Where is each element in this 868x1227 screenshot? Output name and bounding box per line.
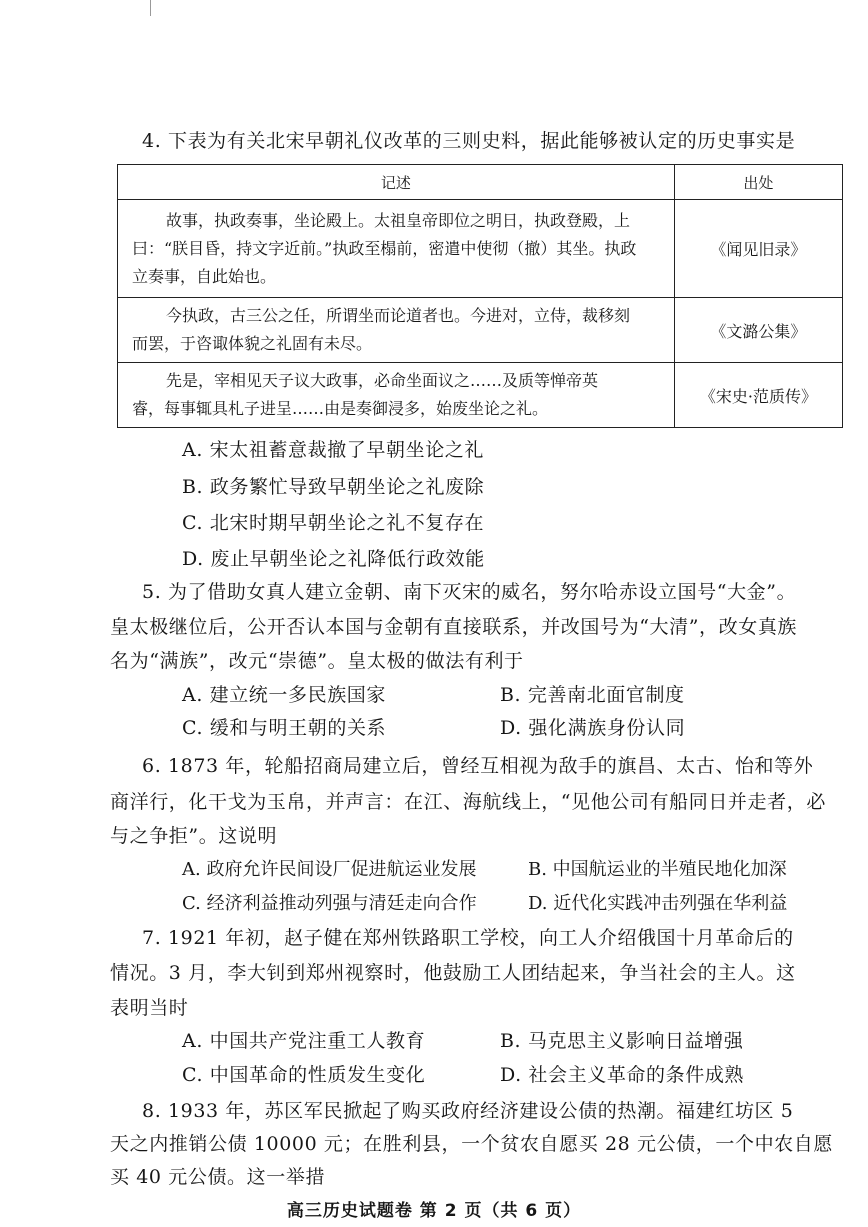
q5-stem-line: 皇太极继位后，公开否认本国与金朝有直接联系，并改国号为“大清”，改女真族 xyxy=(110,616,798,638)
q6-stem-line: 与之争拒”。这说明 xyxy=(110,825,278,847)
q6-option-d: D. 近代化实践冲击列强在华利益 xyxy=(528,893,788,914)
record-line: 睿，每事辄具札子进呈……由是奏御浸多，始废坐论之礼。 xyxy=(132,399,549,418)
q7-stem-line: 7. 1921 年初，赵子健在郑州铁路职工学校，向工人介绍俄国十月革命后的 xyxy=(142,927,794,949)
q4-option-c: C. 北宋时期早朝坐论之礼不复存在 xyxy=(182,512,485,534)
record-line: 先是，宰相见天子议大政事，必命坐面议之……及质等惮帝英 xyxy=(166,371,599,390)
record-line: 曰：“朕目昏，持文字近前。”执政至榻前，密遣中使彻（撤）其坐。执政 xyxy=(132,238,637,258)
q8-stem-line: 天之内推销公债 10000 元；在胜利县，一个贫农自愿买 28 元公债，一个中农自愿 xyxy=(110,1133,833,1155)
q5-stem-line: 名为“满族”，改元“崇德”。皇太极的做法有利于 xyxy=(110,650,524,672)
q5-option-d: D. 强化满族身份认同 xyxy=(500,717,686,739)
record-line: 而罢，于咨诹体貌之礼固有未尽。 xyxy=(132,334,373,353)
q5-option-c: C. 缓和与明王朝的关系 xyxy=(182,717,387,739)
q7-option-b: B. 马克思主义影响日益增强 xyxy=(500,1030,744,1052)
q5-stem-line: 5. 为了借助女真人建立金朝、南下灭宋的威名，努尔哈赤设立国号“大金”。 xyxy=(142,581,797,603)
source-cell: 《闻见旧录》 xyxy=(674,200,842,298)
q8-stem-line: 8. 1933 年，苏区军民掀起了购买政府经济建设公债的热潮。福建红坊区 5 xyxy=(142,1100,794,1122)
record-line: 立奏事，自此始也。 xyxy=(132,266,277,286)
header-record: 记述 xyxy=(118,165,675,200)
q6-option-c: C. 经济利益推动列强与清廷走向合作 xyxy=(182,893,477,914)
record-line: 故事，执政奏事，坐论殿上。太祖皇帝即位之明日，执政登殿，上 xyxy=(166,210,631,230)
q6-stem-line: 商洋行，化干戈为玉帛，并声言：在江、海航线上，“见他公司有船同日并走者，必 xyxy=(110,791,826,813)
source-cell: 《宋史·范质传》 xyxy=(674,363,842,428)
q7-option-d: D. 社会主义革命的条件成熟 xyxy=(500,1064,745,1086)
q7-stem-line: 表明当时 xyxy=(110,997,189,1019)
record-cell xyxy=(118,363,675,428)
q7-option-a: A. 中国共产党注重工人教育 xyxy=(182,1030,426,1052)
q6-option-b: B. 中国航运业的半殖民地化加深 xyxy=(528,859,787,880)
q6-stem-line: 6. 1873 年，轮船招商局建立后，曾经互相视为敌手的旗昌、太古、怡和等外 xyxy=(142,755,814,777)
q4-option-a: A. 宋太祖蓄意裁撤了早朝坐论之礼 xyxy=(182,439,485,461)
table-row xyxy=(118,363,843,428)
record-line: 今执政，古三公之任，所谓坐而论道者也。今进对，立侍，裁移刻 xyxy=(166,306,631,325)
table-row xyxy=(118,200,843,298)
q4-source-table xyxy=(117,164,843,428)
source-cell: 《文潞公集》 xyxy=(674,298,842,363)
table-row xyxy=(118,298,843,363)
q5-option-b: B. 完善南北面官制度 xyxy=(500,684,685,706)
header-source: 出处 xyxy=(674,165,842,200)
q6-option-a: A. 政府允许民间设厂促进航运业发展 xyxy=(182,859,477,880)
q5-option-a: A. 建立统一多民族国家 xyxy=(182,684,387,706)
record-cell xyxy=(118,298,675,363)
scan-mark xyxy=(150,0,151,16)
q4-option-b: B. 政务繁忙导致早朝坐论之礼废除 xyxy=(182,476,485,498)
q4-stem: 4. 下表为有关北宋早朝礼仪改革的三则史料，据此能够被认定的历史事实是 xyxy=(142,130,796,152)
q4-option-d: D. 废止早朝坐论之礼降低行政效能 xyxy=(182,548,485,570)
q7-stem-line: 情况。3 月，李大钊到郑州视察时，他鼓励工人团结起来，争当社会的主人。这 xyxy=(110,962,796,984)
q7-option-c: C. 中国革命的性质发生变化 xyxy=(182,1064,426,1086)
q8-stem-line: 买 40 元公债。这一举措 xyxy=(110,1166,326,1188)
page-footer: 高三历史试题卷 第 2 页（共 6 页） xyxy=(286,1201,582,1221)
record-cell xyxy=(118,200,675,298)
table-header-row xyxy=(118,165,843,200)
